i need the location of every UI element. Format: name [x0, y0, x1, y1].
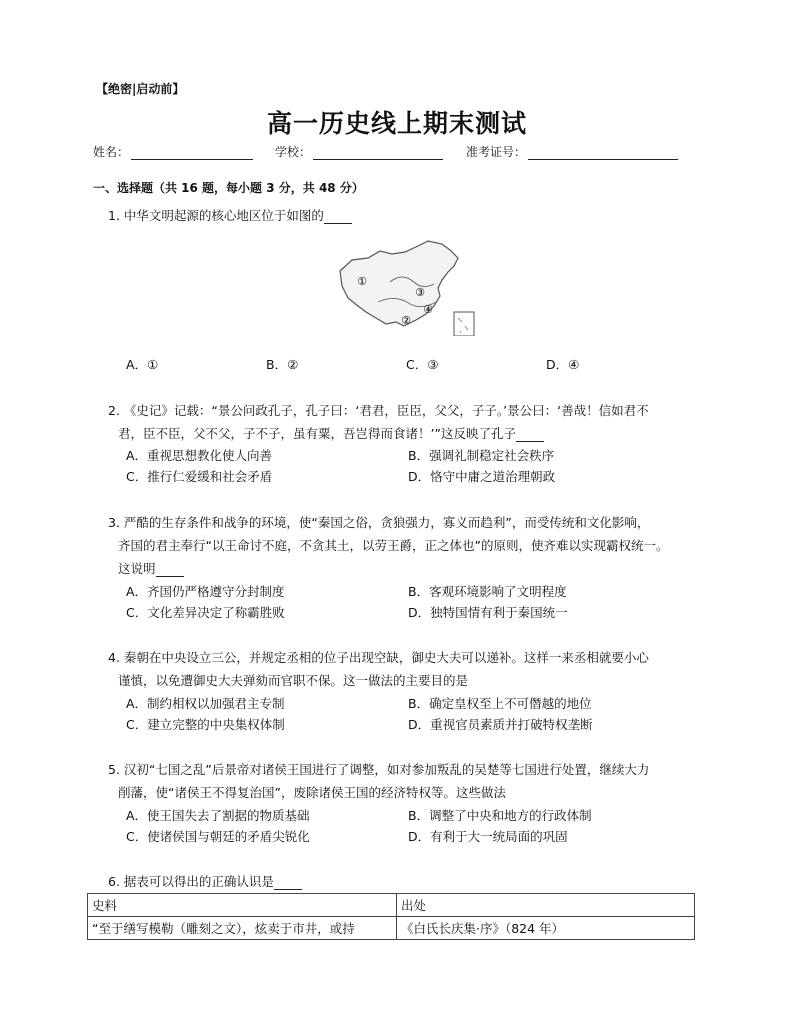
q3-option-a[interactable]: A．齐国仍严格遵守分封制度 [126, 584, 285, 599]
question-6 [108, 872, 302, 890]
map-label-3: ③ [415, 286, 425, 299]
q2-option-d[interactable]: D．恪守中庸之道治理朝政 [408, 469, 556, 484]
question-number: 5. [108, 762, 120, 777]
q1-option-a[interactable]: A．① [126, 357, 159, 372]
table-row [88, 917, 695, 940]
q4-option-c[interactable]: C．建立完整的中央集权体制 [126, 717, 285, 732]
table-header-cell: 史料 [88, 894, 397, 917]
exam-id-label: 准考证号： [466, 145, 527, 159]
q3-option-c[interactable]: C．文化差异决定了称霸胜败 [126, 605, 285, 620]
source-table [87, 893, 695, 940]
question-text: 君，臣不臣，父不父，子不子，虽有粟，吾岂得而食诸！’”这反映了孔子 [118, 426, 516, 441]
map-label-1: ① [357, 275, 367, 288]
q3-option-d[interactable]: D．独特国情有利于秦国统一 [408, 605, 568, 620]
q2-option-b[interactable]: B．强调礼制稳定社会秩序 [408, 448, 555, 463]
question-text: 齐国的君主奉行“以王命讨不庭，不贪其土，以劳王爵，正之体也”的原则，使齐难以实现霸权统一。 [118, 538, 669, 553]
q1-option-d[interactable]: D．④ [546, 357, 580, 372]
question-number: 6. [108, 874, 120, 889]
school-field[interactable] [275, 143, 443, 160]
answer-blank [156, 564, 184, 577]
question-3 [108, 513, 649, 531]
table-header-cell: 出处 [397, 894, 695, 917]
question-text: 秦朝在中央设立三公，并规定丞相的位子出现空缺，御史大夫可以递补。这样一来丞相就要小心 [123, 650, 649, 665]
question-text: 汉初“七国之乱”后景帝对诸侯王国进行了调整，如对参加叛乱的吴楚等七国进行处置，继续大力 [123, 762, 650, 777]
name-label: 姓名： [93, 145, 130, 159]
q1-option-c[interactable]: C．③ [406, 357, 439, 372]
question-2 [108, 401, 649, 419]
question-4 [108, 648, 649, 666]
question-5 [108, 760, 649, 778]
q5-option-b[interactable]: B．调整了中央和地方的行政体制 [408, 808, 592, 823]
page-title: 高一历史线上期末测试 [266, 109, 527, 138]
secret-label: 【绝密|启动前】 [96, 82, 185, 96]
question-text: 谨慎，以免遭御史大夫弹劾而官职不保。这一做法的主要目的是 [118, 673, 469, 688]
answer-blank [274, 877, 302, 890]
q1-option-b[interactable]: B．② [266, 357, 299, 372]
q2-option-c[interactable]: C．推行仁爱缓和社会矛盾 [126, 469, 273, 484]
q4-option-b[interactable]: B．确定皇权至上不可僭越的地位 [408, 696, 592, 711]
exam-id-blank[interactable] [528, 146, 678, 160]
map-label-2: ② [401, 314, 411, 327]
question-text: 这说明 [118, 561, 156, 576]
question-4-line-2 [118, 671, 468, 689]
question-3-line-2 [118, 536, 668, 554]
question-text: 严酷的生存条件和战争的环境，使“秦国之俗，贪狼强力，寡义而趋利”，而受传统和文化影响， [123, 515, 650, 530]
question-text: 《史记》记载：“景公问政孔子，孔子曰：‘君君，臣臣，父父，子子。’景公曰：‘善哉！信如君不 [123, 403, 649, 418]
question-text: 据表可以得出的正确认识是 [123, 874, 274, 889]
q3-option-b[interactable]: B．客观环境影响了文明程度 [408, 584, 567, 599]
q4-option-a[interactable]: A．制约相权以加强君主专制 [126, 696, 285, 711]
name-blank[interactable] [131, 146, 253, 160]
table-header-row [88, 894, 695, 917]
question-3-line-3 [118, 559, 184, 577]
china-map [330, 236, 480, 336]
question-number: 3. [108, 515, 120, 530]
south-china-sea-inset [454, 312, 474, 336]
question-number: 1. [108, 208, 120, 223]
q4-option-d[interactable]: D．重视官员素质并打破特权垄断 [408, 717, 593, 732]
q5-option-d[interactable]: D．有利于大一统局面的巩固 [408, 829, 568, 844]
question-number: 4. [108, 650, 120, 665]
answer-blank [324, 211, 352, 224]
question-5-line-2 [118, 783, 506, 801]
question-text: 中华文明起源的核心地区位于如图的 [123, 208, 324, 223]
question-text: 削藩，使“诸侯王不得复治国”，废除诸侯王国的经济特权等。这些做法 [118, 785, 506, 800]
table-cell: 《白氏长庆集·序》（824 年） [397, 917, 695, 940]
question-1 [108, 206, 352, 224]
question-2-line-2 [118, 424, 544, 442]
q5-option-c[interactable]: C．使诸侯国与朝廷的矛盾尖锐化 [126, 829, 310, 844]
exam-id-field[interactable] [466, 143, 678, 160]
q5-option-a[interactable]: A．使王国失去了割据的物质基础 [126, 808, 310, 823]
map-label-4: ④ [423, 303, 433, 316]
question-number: 2. [108, 403, 120, 418]
school-blank[interactable] [313, 146, 443, 160]
section-heading: 一、选择题（共 16 题，每小题 3 分，共 48 分） [93, 181, 364, 195]
school-label: 学校： [275, 145, 312, 159]
answer-blank [516, 429, 544, 442]
table-cell: “至于缮写模勒（雕刻之文），炫卖于市井，或持 [88, 917, 397, 940]
q2-option-a[interactable]: A．重视思想教化使人向善 [126, 448, 273, 463]
name-field[interactable] [93, 143, 253, 160]
